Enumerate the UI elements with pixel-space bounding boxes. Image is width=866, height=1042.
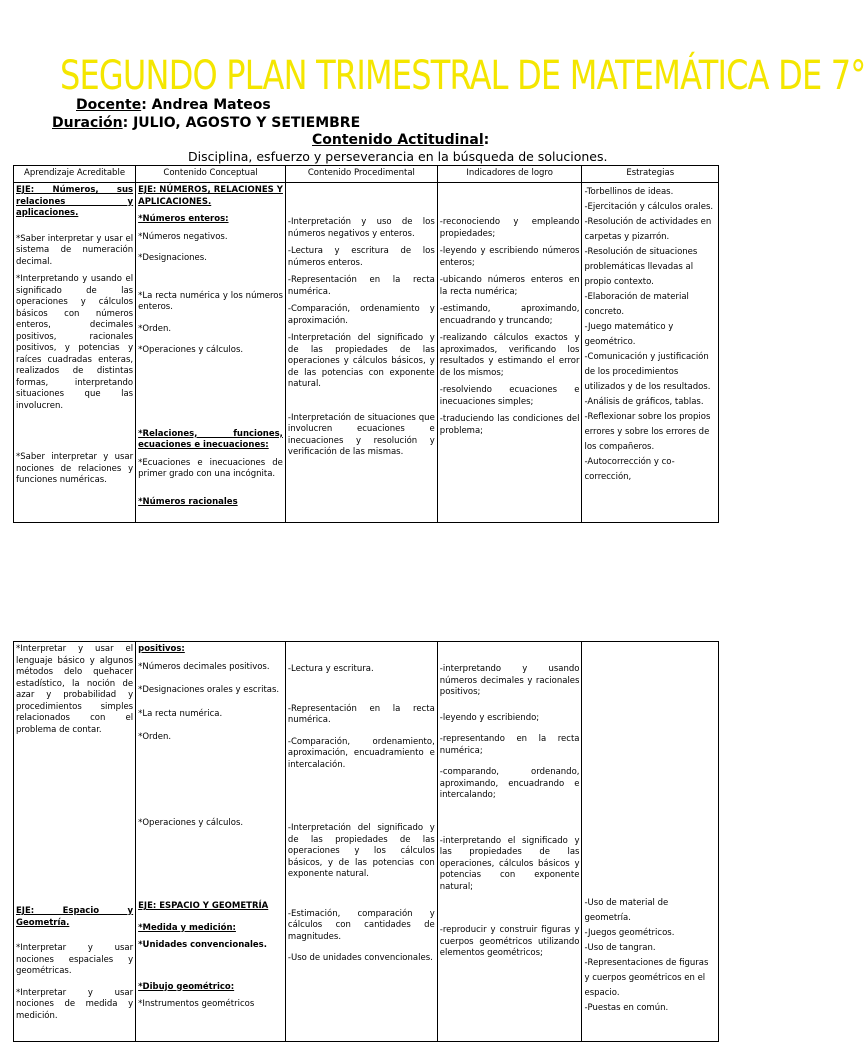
list-item: -Estimación, comparación y cálculos con cantidades de magnitudes.: [287, 908, 435, 942]
list-item: *La recta numérica y los números enteros.: [138, 290, 283, 312]
header-row: [14, 166, 719, 183]
list-item: *Saber interpretar y usar nociones de relaciones y funciones numéricas.: [16, 452, 134, 485]
list-item: *Interpretar y usar nociones espaciales y geométricas.: [16, 943, 134, 976]
subheading: positivos:: [138, 644, 185, 654]
list-item: -realizando cálculos exactos y aproximados, verificando los resultados y estimando el error de los mismos;: [439, 333, 580, 378]
list-item: -Ejercitación y cálculos orales.: [584, 202, 714, 212]
list-item: -Elaboración de material concreto.: [584, 292, 689, 317]
table-row: [14, 183, 719, 523]
header-conceptual: Contenido Conceptual: [136, 166, 286, 183]
list-item: -Uso de material de geometría.: [584, 898, 669, 923]
list-item: *La recta numérica.: [138, 708, 223, 719]
attitudinal-heading: [312, 132, 489, 149]
list-item: *Orden.: [138, 323, 172, 334]
list-item: -estimando, aproximando, encuadrando y truncando;: [439, 304, 580, 326]
list-item: -Interpretación del significado y de las propiedades de las operaciones y los cálculos básicos, y de las potencias con exponente natural.: [287, 823, 435, 879]
attitudinal-colon: :: [483, 132, 490, 148]
duration-value: : JULIO, AGOSTO Y SETIEMBRE: [122, 115, 361, 131]
attitudinal-text: Disciplina, esfuerzo y perseverancia en la búsqueda de soluciones.: [188, 149, 608, 164]
teacher-line: [76, 97, 271, 114]
list-item: *Interpretar y usar el lenguaje básico y algunos métodos delo quehacer estadístico, la noción de azar y probabilidad y procedimientos simples relacionados con el problema de contar.: [16, 644, 134, 735]
list-item: -Lectura y escritura de los números enteros.: [287, 246, 435, 268]
list-item: -Representaciones de figuras y cuerpos geométricos en el espacio.: [584, 958, 709, 998]
procedimental-cell: [285, 642, 437, 1042]
list-item: *Orden.: [138, 732, 172, 742]
list-item: -reconociendo y empleando propiedades;: [439, 217, 580, 239]
list-item: -comparando, ordenando, aproximando, encuadrando e intercalando;: [439, 767, 580, 800]
list-item: -leyendo y escribiendo;: [439, 712, 540, 723]
attitudinal-label: Contenido Actitudinal: [312, 132, 484, 148]
subheading: *Medida y medición:: [138, 922, 236, 933]
procedimental-cell: [285, 183, 437, 523]
header-aprendizaje: Aprendizaje Acreditable: [14, 166, 136, 183]
duration-line: [52, 115, 360, 132]
list-item: -Lectura y escritura.: [287, 664, 374, 674]
indicadores-cell: [437, 183, 582, 523]
list-item: -Juego matemático y geométrico.: [584, 322, 674, 347]
eje-heading: EJE: ESPACIO Y GEOMETRÍA: [138, 901, 269, 911]
list-item: *Instrumentos geométricos: [138, 999, 255, 1009]
eje-heading: EJE: NÚMEROS, RELACIONES Y APLICACIONES.: [138, 185, 283, 207]
list-item: -reproducir y construir figuras y cuerpos geométricos utilizando elementos geométricos;: [439, 925, 580, 958]
teacher-label: Docente: [76, 97, 142, 113]
list-item: -Resolución de situaciones problemáticas llevadas al propio contexto.: [584, 247, 698, 287]
subheading-bold: *Unidades convencionales.: [138, 940, 267, 950]
list-item: -interpretando y usando números decimales y racionales positivos;: [439, 664, 580, 697]
list-item: -Reflexionar sobre los propios errores y sobre los errores de los compañeros.: [584, 412, 711, 452]
eje-heading: EJE: Espacio y Geometría.: [16, 906, 134, 928]
list-item: *Saber interpretar y usar el sistema de numeración decimal.: [16, 233, 134, 267]
list-item: -Análisis de gráficos, tablas.: [584, 397, 704, 407]
table-row: [14, 642, 719, 1042]
list-item: *Ecuaciones e inecuaciones de primer grado con una incógnita.: [138, 457, 283, 479]
aprendizaje-cell: [14, 642, 136, 1042]
subheading: *Dibujo geométrico:: [138, 981, 235, 992]
list-item: -Puestas en común.: [584, 1003, 669, 1013]
subheading: *Relaciones, funciones, ecuaciones e inecuaciones:: [138, 428, 283, 450]
eje-heading: EJE: Números, sus relaciones y aplicaciones.: [16, 185, 134, 218]
plan-table-1: [13, 165, 719, 523]
list-item: -resolviendo ecuaciones e inecuaciones simples;: [439, 385, 580, 407]
teacher-name: : Andrea Mateos: [141, 97, 271, 113]
list-item: -traduciendo las condiciones del problema;: [439, 414, 580, 436]
header-procedimental: Contenido Procedimental: [285, 166, 437, 183]
list-item: *Números decimales positivos.: [138, 661, 270, 672]
conceptual-cell: [136, 183, 286, 523]
list-item: -interpretando el significado y las propiedades de las operaciones, cálculos básicos y potencias con exponente natural;: [439, 835, 580, 892]
subheading: *Números racionales: [138, 496, 238, 507]
estrategias-cell: [582, 183, 719, 523]
aprendizaje-cell: [14, 183, 136, 523]
header-indicadores: Indicadores de logro: [437, 166, 582, 183]
subheading: *Números enteros:: [138, 214, 229, 224]
list-item: *Designaciones.: [138, 253, 207, 263]
list-item: -ubicando números enteros en la recta numérica;: [439, 275, 580, 297]
list-item: -Comunicación y justificación de los procedimientos utilizados y de los resultados.: [584, 352, 711, 392]
list-item: -Comparación, ordenamiento, aproximación, encuadramiento e intercalación.: [287, 736, 435, 770]
list-item: *Operaciones y cálculos.: [138, 345, 244, 355]
list-item: *Números negativos.: [138, 231, 228, 242]
list-item: -Comparación, ordenamiento y aproximación.: [287, 304, 435, 326]
list-item: -Representación en la recta numérica.: [287, 703, 435, 725]
indicadores-cell: [437, 642, 582, 1042]
list-item: *Interpretar y usar nociones de medida y medición.: [16, 987, 134, 1021]
list-item: -Juegos geométricos.: [584, 928, 675, 938]
list-item: -Uso de tangran.: [584, 943, 656, 953]
estrategias-cell: [582, 642, 719, 1042]
page-title: SEGUNDO PLAN TRIMESTRAL DE MATEMÁTICA DE 7°: [60, 53, 866, 99]
list-item: -leyendo y escribiendo números enteros;: [439, 246, 580, 268]
plan-table-2: [13, 641, 719, 1042]
list-item: -Torbellinos de ideas.: [584, 187, 674, 197]
list-item: -Uso de unidades convencionales.: [287, 953, 433, 963]
list-item: *Interpretando y usando el significado de las operaciones y cálculos básicos con números enteros, decimales positivos, racionales positivos, y potencias y raíces cuadradas enteras, realizados de distintas formas, interpretando situaciones que las involucren.: [16, 274, 134, 411]
list-item: -Interpretación de situaciones que involucren ecuaciones e inecuaciones y resolución y verificación de las mismas.: [287, 412, 435, 457]
list-item: -Autocorrección y co-corrección,: [584, 457, 675, 482]
list-item: -representando en la recta numérica;: [439, 734, 580, 756]
conceptual-cell: [136, 642, 286, 1042]
list-item: -Interpretación del significado y de las propiedades de las operaciones y cálculos básicos, y de las potencias con exponente natural.: [287, 333, 435, 389]
list-item: -Resolución de actividades en carpetas y pizarrón.: [584, 217, 712, 242]
list-item: *Operaciones y cálculos.: [138, 817, 244, 828]
list-item: -Interpretación y uso de los números negativos y enteros.: [287, 217, 435, 239]
list-item: *Designaciones orales y escritas.: [138, 685, 280, 695]
header-estrategias: Estrategias: [582, 166, 719, 183]
list-item: -Representación en la recta numérica.: [287, 275, 435, 297]
duration-label: Duración: [52, 115, 123, 131]
